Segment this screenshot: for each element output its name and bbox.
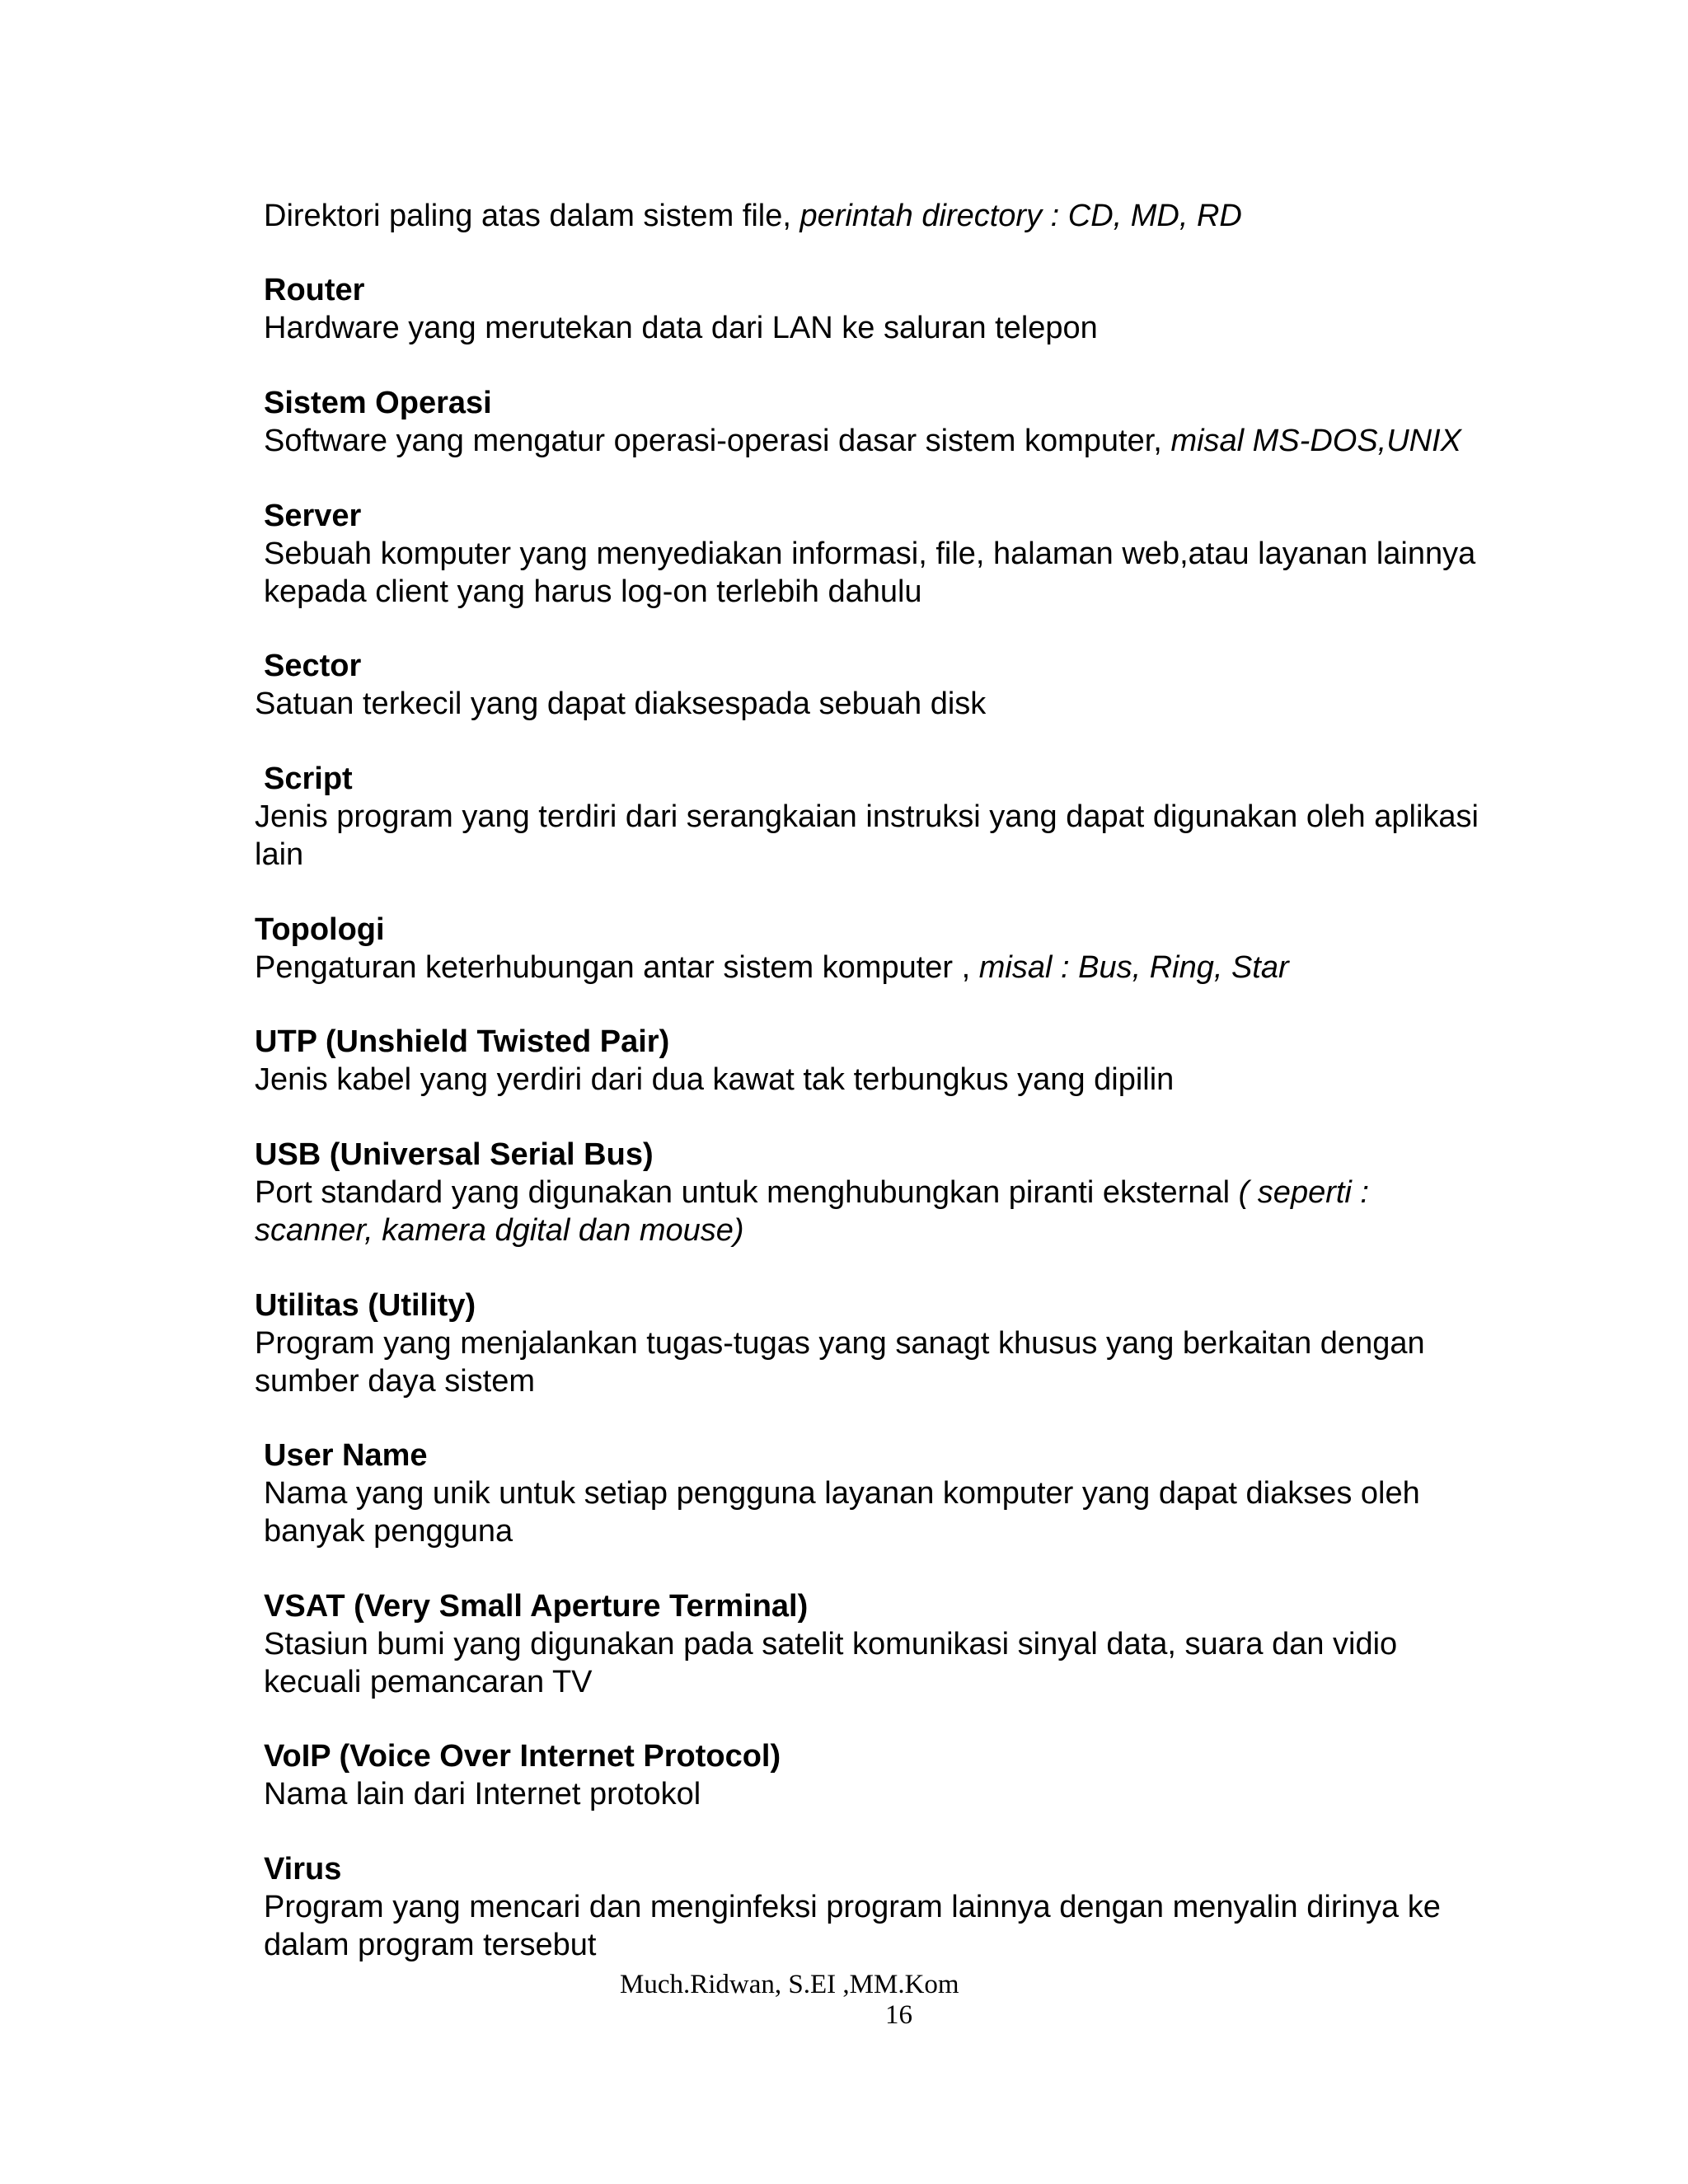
- intro-definition: [264, 197, 1242, 235]
- definition-server-line-1: Sebuah komputer yang menyediakan informasi, file, halaman web,atau layanan lainnya: [264, 537, 1476, 571]
- definition-virus-line-2: dalam program tersebut: [264, 1928, 597, 1962]
- definition-server-line-2: kepada client yang harus log-on terlebih dahulu: [264, 574, 922, 609]
- definition-text: Software yang mengatur operasi-operasi dasar sistem komputer,: [264, 424, 1171, 458]
- definition-usb-line-2: [255, 1212, 744, 1249]
- term-voip: VoIP (Voice Over Internet Protocol): [264, 1739, 781, 1774]
- term-utp: UTP (Unshield Twisted Pair): [255, 1024, 670, 1059]
- definition-italic: misal MS-DOS,UNIX: [1170, 424, 1462, 458]
- definition-virus-line-1: Program yang mencari dan menginfeksi program lainnya dengan menyalin dirinya ke: [264, 1890, 1441, 1924]
- definition-vsat-line-2: kecuali pemancaran TV: [264, 1665, 593, 1699]
- definition-italic: ( seperti :: [1238, 1175, 1369, 1210]
- page-number: 16: [885, 2000, 912, 2030]
- definition-text: Port standard yang digunakan untuk menghubungkan piranti eksternal: [255, 1175, 1239, 1210]
- term-vsat: VSAT (Very Small Aperture Terminal): [264, 1589, 809, 1624]
- definition-topologi: [255, 949, 1289, 987]
- definition-router: Hardware yang merutekan data dari LAN ke saluran telepon: [264, 311, 1098, 345]
- term-script: Script: [264, 762, 353, 796]
- definition-user-name-line-1: Nama yang unik untuk setiap pengguna layanan komputer yang dapat diakses oleh: [264, 1476, 1420, 1511]
- definition-usb-line-1: [255, 1174, 1369, 1212]
- definition-text: Pengaturan keterhubungan antar sistem komputer ,: [255, 950, 979, 985]
- term-sector: Sector: [264, 649, 362, 683]
- definition-voip: Nama lain dari Internet protokol: [264, 1777, 701, 1811]
- term-virus: Virus: [264, 1852, 342, 1886]
- intro-italic: perintah directory : CD, MD, RD: [799, 199, 1242, 233]
- intro-text: Direktori paling atas dalam sistem file,: [264, 199, 800, 233]
- definition-utilitas-line-2: sumber daya sistem: [255, 1364, 536, 1399]
- definition-italic: scanner, kamera dgital dan mouse): [255, 1213, 744, 1248]
- term-user-name: User Name: [264, 1438, 428, 1473]
- term-utilitas: Utilitas (Utility): [255, 1288, 476, 1323]
- definition-sector: Satuan terkecil yang dapat diaksespada sebuah disk: [255, 687, 987, 721]
- term-server: Server: [264, 499, 362, 533]
- definition-vsat-line-1: Stasiun bumi yang digunakan pada satelit komunikasi sinyal data, suara dan vidio: [264, 1627, 1398, 1661]
- term-usb: USB (Universal Serial Bus): [255, 1137, 654, 1172]
- definition-user-name-line-2: banyak pengguna: [264, 1514, 513, 1549]
- footer-author: Much.Ridwan, S.EI ,MM.Kom: [620, 1970, 959, 1999]
- definition-script-line-2: lain: [255, 837, 304, 872]
- term-topologi: Topologi: [255, 912, 385, 947]
- definition-utilitas-line-1: Program yang menjalankan tugas-tugas yang sanagt khusus yang berkaitan dengan: [255, 1326, 1425, 1361]
- definition-script-line-1: Jenis program yang terdiri dari serangkaian instruksi yang dapat digunakan oleh aplikasi: [255, 799, 1479, 834]
- definition-sistem-operasi: [264, 422, 1461, 460]
- term-sistem-operasi: Sistem Operasi: [264, 386, 492, 420]
- term-router: Router: [264, 273, 365, 307]
- definition-italic: misal : Bus, Ring, Star: [978, 950, 1289, 985]
- definition-utp: Jenis kabel yang yerdiri dari dua kawat tak terbungkus yang dipilin: [255, 1062, 1175, 1097]
